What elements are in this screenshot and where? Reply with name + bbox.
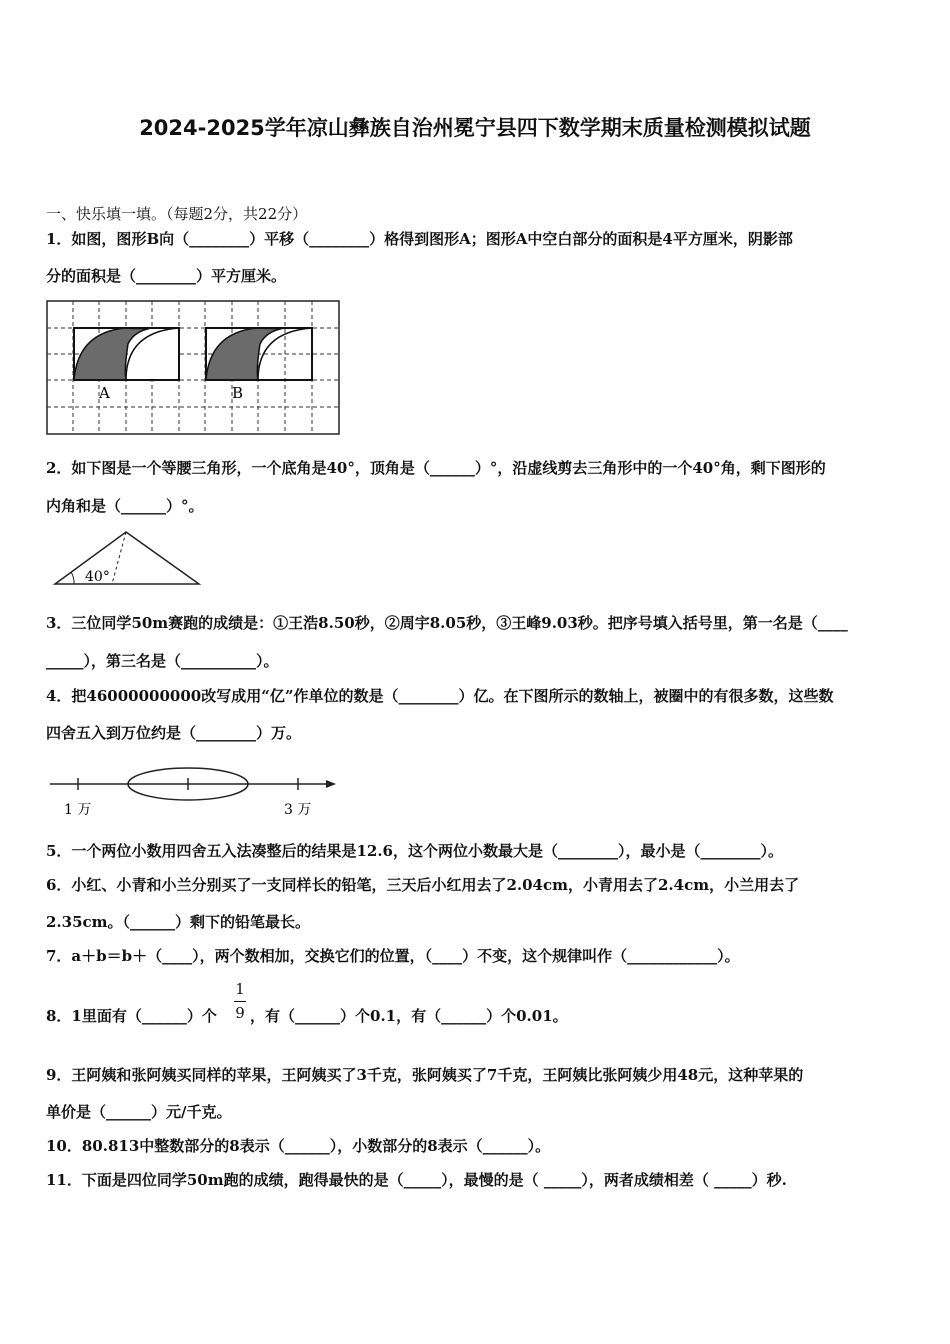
number-line-label-right: 3 万 bbox=[284, 802, 312, 818]
figure-grid-shapes bbox=[46, 300, 342, 436]
question-5: 5．一个两位小数用四舍五入法凑整后的结果是12.6，这个两位小数最大是（________），最小是（________）。 bbox=[46, 842, 783, 860]
question-6-line-1: 6．小红、小青和小兰分别买了一支同样长的铅笔，三天后小红用去了2.04cm，小青用去了2.4cm，小兰用去了 bbox=[46, 876, 800, 894]
question-2-line-1: 2．如下图是一个等腰三角形，一个底角是40°，顶角是（______）°，沿虚线剪去三角形中的一个40°角，剩下图形的 bbox=[46, 459, 826, 477]
figure-number-line bbox=[46, 762, 342, 822]
number-line-label-left: 1 万 bbox=[64, 802, 92, 818]
question-6-line-2: 2.35cm。（______）剩下的铅笔最长。 bbox=[46, 913, 311, 931]
shape-a bbox=[74, 327, 179, 380]
figure-triangle bbox=[52, 528, 204, 588]
question-7: 7．a＋b＝b＋（____），两个数相加，交换它们的位置，（____）不变，这个规律叫作（____________）。 bbox=[46, 947, 740, 965]
question-8-part-1: 8．1里面有（______）个 bbox=[46, 1007, 217, 1025]
shape-b bbox=[206, 328, 312, 380]
fraction-denominator: 9 bbox=[235, 1004, 245, 1022]
label-a: A bbox=[99, 384, 110, 402]
question-8-part-2: ，有（______）个0.1，有（______）个0.01。 bbox=[250, 1007, 568, 1025]
label-b: B bbox=[232, 384, 244, 402]
question-10: 10．80.813中整数部分的8表示（______），小数部分的8表示（______）。 bbox=[46, 1137, 551, 1155]
question-4-line-2: 四舍五入到万位约是（________）万。 bbox=[46, 724, 302, 742]
question-1-line-2: 分的面积是（________）平方厘米。 bbox=[46, 267, 287, 285]
question-9-line-1: 9．王阿姨和张阿姨买同样的苹果，王阿姨买了3千克，张阿姨买了7千克，王阿姨比张阿姨少用48元，这种苹果的 bbox=[46, 1066, 804, 1084]
question-3-line-2: _____），第三名是（__________）。 bbox=[46, 652, 279, 670]
question-4-line-1: 4．把46000000000改写成用“亿”作单位的数是（________）亿。在下图所示的数轴上，被圈中的有很多数，这些数 bbox=[46, 687, 834, 705]
fraction-numerator: 1 bbox=[235, 980, 245, 998]
angle-label: 40° bbox=[85, 569, 110, 585]
section-heading: 一、快乐填一填。（每题2分，共22分） bbox=[46, 205, 308, 223]
question-1-line-1: 1．如图，图形B向（________）平移（________）格得到图形A；图形A中空白部分的面积是4平方厘米，阴影部 bbox=[46, 230, 793, 248]
question-9-line-2: 单价是（______）元/千克。 bbox=[46, 1103, 232, 1121]
question-2-line-2: 内角和是（______）°。 bbox=[46, 497, 204, 515]
page-title: 2024-2025学年凉山彝族自治州冕宁县四下数学期末质量检测模拟试题 bbox=[139, 116, 811, 140]
question-3-line-1: 3．三位同学50m赛跑的成绩是：①王浩8.50秒，②周宇8.05秒，③王峰9.03秒。把序号填入括号里，第一名是（____ bbox=[46, 614, 848, 632]
question-11: 11．下面是四位同学50m跑的成绩，跑得最快的是（_____），最慢的是（ _____），两者成绩相差（ _____）秒. bbox=[46, 1171, 787, 1189]
fraction-bar bbox=[234, 1001, 246, 1002]
